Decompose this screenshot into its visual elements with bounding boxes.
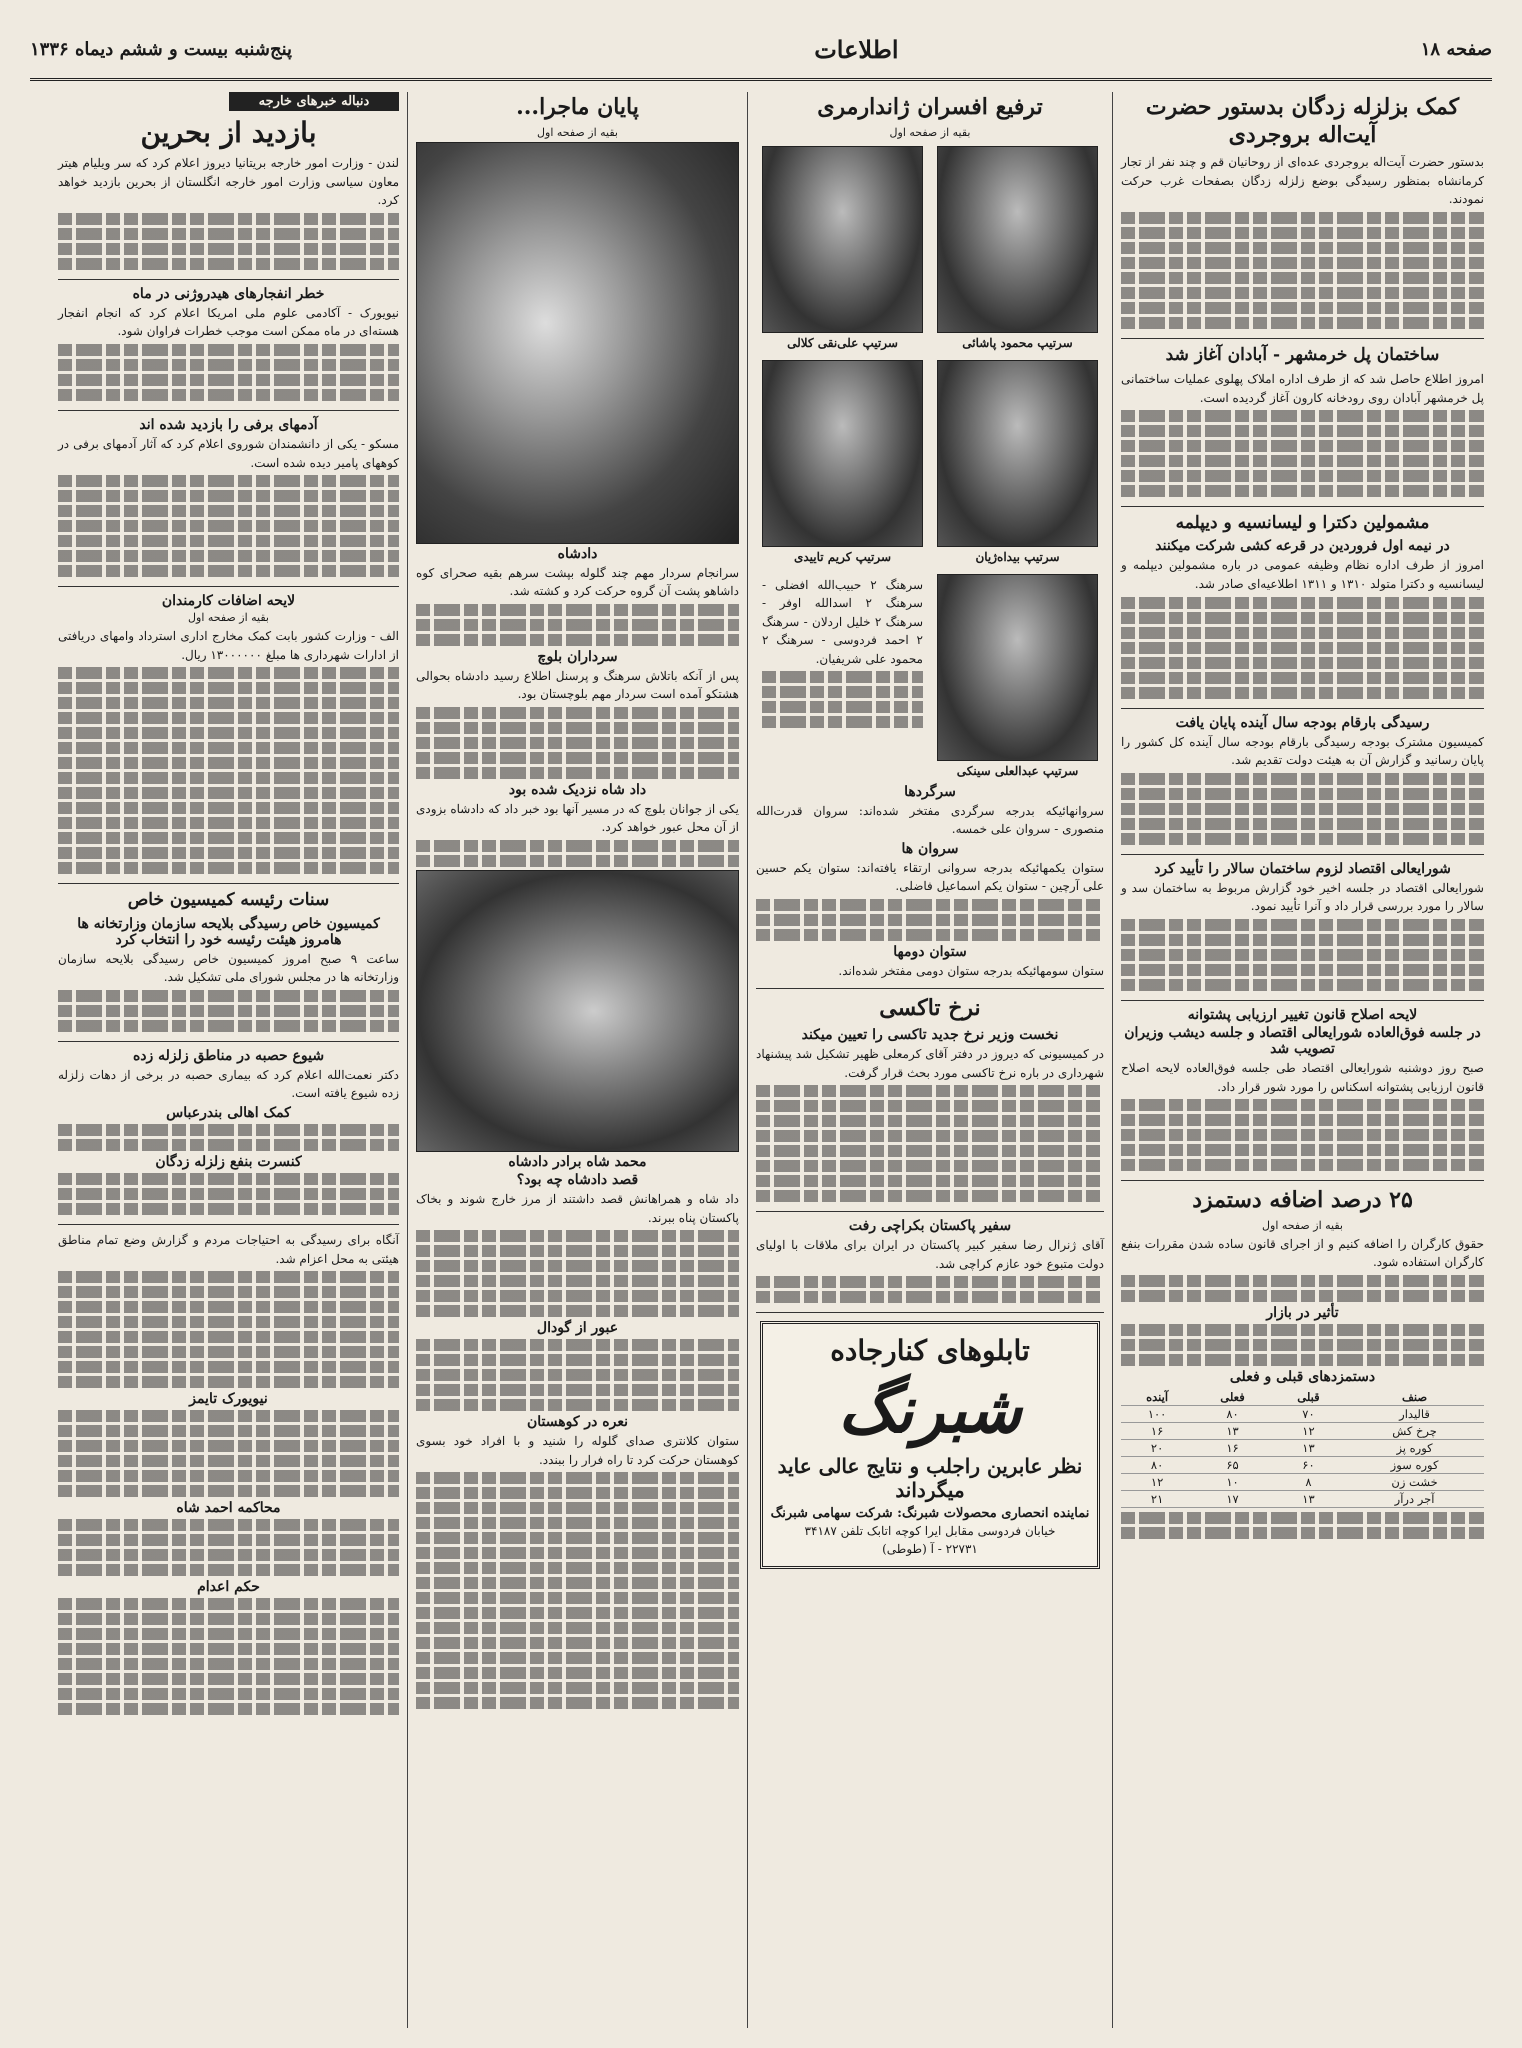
article-more bbox=[58, 1231, 399, 1724]
wage-table bbox=[1121, 1389, 1484, 1508]
headline-diploma: مشمولین دکترا و لیسانسیه و دیپلمه bbox=[1175, 513, 1430, 534]
wage-cell: ۱۶ bbox=[1121, 1422, 1193, 1439]
paper-name: اطلاعات bbox=[814, 34, 899, 64]
column-4 bbox=[50, 92, 407, 2028]
officer-caption-4: سرتیپ کریم تاییدی bbox=[793, 549, 892, 564]
article-bill bbox=[58, 593, 399, 884]
table-row bbox=[1121, 1439, 1484, 1456]
wage-cell: کوره پز bbox=[1345, 1439, 1484, 1456]
ad-line-1: تابلوهای کنارجاده bbox=[830, 1334, 1030, 1368]
headline-tax-law: لایحه اصلاح قانون تغییر ارزیابی پشتوانه bbox=[1187, 1007, 1418, 1024]
ad-line-3: نظر عابرین راجلب و نتایج عالی عاید میگرداند bbox=[777, 1454, 1083, 1503]
column-1 bbox=[1112, 92, 1492, 2028]
photo-dadshah bbox=[416, 142, 739, 544]
officer-caption-2: سرتیپ علی‌نقی کلالی bbox=[787, 335, 898, 350]
ad-code: ۲۲۷۳۱ - آ (طوطی) bbox=[882, 1542, 978, 1557]
body-taxi: در کمیسیونی که دیروز در دفتر آقای کرمعلی ظهیر تشکیل شد پیشنهاد شهرداری در باره نرخ تاکسی مورد بحث قرار گرفت. bbox=[756, 1046, 1104, 1080]
officer-photos bbox=[756, 142, 1104, 782]
advertisement-shabrang bbox=[760, 1321, 1100, 1569]
subhead-trial: محاکمه احمد شاه bbox=[176, 1500, 281, 1517]
wage-cell: ۸۰ bbox=[1121, 1456, 1193, 1473]
officer-caption-3: سرتیپ بیداه‌ژیان bbox=[975, 549, 1060, 564]
headline-ending: پایان ماجرا... bbox=[516, 94, 639, 120]
body-ending-1: سرانجام سردار مهم چند گلوله بپشت سرهم بقیه صحرای کوه داشاهو پشت آن گروه حرکت کرد و کشته شد. bbox=[416, 565, 739, 599]
headline-senate: سنات رئیسه کمیسیون خاص bbox=[127, 890, 330, 911]
wage-cell: ۱۲ bbox=[1272, 1422, 1345, 1439]
wage-cell: قالیدار bbox=[1345, 1405, 1484, 1422]
body-council: شورایعالی اقتصاد در جلسه اخیر خود گزارش مربوط به ساختمان سد و سالار را مورد بررسی قرار داد و آنرا تأیید نمود. bbox=[1121, 880, 1484, 914]
table-row bbox=[1121, 1456, 1484, 1473]
wage-cell: ۲۱ bbox=[1121, 1490, 1193, 1507]
subhead-majors: سرگردها bbox=[904, 783, 956, 800]
body-raise: حقوق کارگران را اضافه کنیم و از اجرای قانون ساده شدن مقررات بنفع کارگران استفاده شود. bbox=[1121, 1236, 1484, 1270]
masthead bbox=[30, 20, 1492, 81]
subhead-approach: داد شاه نزدیک شده بود bbox=[508, 781, 647, 798]
body-budget: کمیسیون مشترک بودجه رسیدگی بارقام بودجه سال آینده کل کشور را پایان رسانید و گزارش آن به هیئت دولت تقدیم شد. bbox=[1121, 734, 1484, 768]
wage-cell: ۸۰ bbox=[1193, 1405, 1272, 1422]
headline-abadan-bridge: ساختمان پل خرمشهر - آبادان آغاز شد bbox=[1165, 344, 1440, 365]
wage-cell: ۱۰۰ bbox=[1121, 1405, 1193, 1422]
subhead-execution: حکم اعدام bbox=[197, 1579, 260, 1596]
article-pakistan bbox=[756, 1218, 1104, 1313]
body-promotion-2: سروانهائیکه بدرجه سرگردی مفتخر شده‌اند: سروان قدرت‌الله منصوری - سروان علی خمسه. bbox=[756, 803, 1104, 837]
headline-quake-aid: کمک بزلزله زدگان بدستور حضرت آیت‌اله بروجردی bbox=[1145, 94, 1460, 148]
article-promotion bbox=[756, 94, 1104, 989]
article-ending bbox=[416, 94, 739, 1718]
subhead-lieutenants: ستوان دومها bbox=[893, 943, 967, 960]
headline-snowmen: آدمهای برفی را بازدید شده اند bbox=[139, 416, 318, 433]
body-tax-law: صبح روز دوشنبه شورایعالی اقتصاد طی جلسه فوق‌العاده لایحه اصلاح قانون ارزیابی پشتوانه اسکناس را مورد شور قرار داد. bbox=[1121, 1061, 1484, 1094]
officer-photo-5 bbox=[937, 574, 1098, 778]
body-promotion-1: سرهنگ ۲ حبیب‌الله افضلی - سرهنگ ۲ اسدالله اوفر - سرهنگ ۲ خلیل اردلان - سرهنگ ۲ احمد فردوسی - سرهنگ ۲ محمود علی شریفیان. bbox=[762, 577, 923, 666]
continued-promotion: بقیه از صفحه اول bbox=[889, 125, 971, 139]
officer-caption-5: سرتیپ عبدالعلی سینکی bbox=[956, 763, 1079, 778]
body-bahrain: لندن - وزارت امور خارجه بریتانیا دیروز اعلام کرد که سر ویلیام هیتر معاون سیاسی وزارت امور خارجه انگلستان از بحرین بازدید خواهد کرد. bbox=[58, 156, 399, 208]
officer-photo-2 bbox=[762, 146, 923, 350]
subhead-senate: کمیسیون خاص رسیدگی بلایحه سازمان وزارتخانه ها هامروز هیئت رئیسه خود را انتخاب کرد bbox=[77, 915, 380, 948]
wage-cell: ۲۰ bbox=[1121, 1439, 1193, 1456]
wage-cell: آجر درآر bbox=[1345, 1490, 1484, 1507]
headline-bill: لایحه اضافات کارمندان bbox=[161, 593, 296, 610]
wage-cell: چرخ کش bbox=[1345, 1422, 1484, 1439]
body-quake-areas: دکتر نعمت‌الله اعلام کرد که بیماری حصبه در برخی از دهات زلزله زده شیوع یافته است. bbox=[58, 1067, 399, 1101]
body-promotion-3: ستوان یکمهائیکه بدرجه سروانی ارتقاء یافته‌اند: ستوان یکم حسین علی آرچین - ستوان یکم اسماعیل فاضلی. bbox=[756, 860, 1104, 894]
continued-ending: بقیه از صفحه اول bbox=[537, 125, 618, 139]
wage-cell: ۶۵ bbox=[1193, 1456, 1272, 1473]
body-diploma: امروز از طرف اداره نظام وظیفه عمومی در باره مشمولین دیپلمه و لیسانسیه و دکترا متولد ۱۳۱۰ و ۱۳۱۱ اطلاعیه‌ای صادر شد. bbox=[1121, 558, 1484, 592]
wage-cell: ۱۶ bbox=[1193, 1439, 1272, 1456]
ad-address: خیابان فردوسی مقابل ایرا کوچه اتابک تلفن ۳۴۱۸۷ bbox=[804, 1524, 1056, 1539]
article-quake-aid bbox=[1121, 94, 1484, 339]
wage-header-2: فعلی bbox=[1193, 1389, 1272, 1406]
subhead-pit: عبور از گودال bbox=[536, 1320, 619, 1337]
wage-cell: ۱۷ bbox=[1193, 1490, 1272, 1507]
subhead-ny-times: نیویورک تایمز bbox=[189, 1391, 268, 1408]
body-ending-5: ستوان کلانتری صدای گلوله را شنید و با افراد خود بسوی کوهستان حرکت کرد تا راه فرار را ببندد. bbox=[416, 1434, 739, 1467]
table-row bbox=[1121, 1405, 1484, 1422]
table-row bbox=[1121, 1473, 1484, 1490]
headline-taxi: نرخ تاکسی bbox=[879, 995, 981, 1022]
wage-cell: ۶۰ bbox=[1272, 1456, 1345, 1473]
wage-cell: خشت زن bbox=[1345, 1473, 1484, 1490]
article-senate bbox=[58, 890, 399, 1041]
headline-raise: ۲۵ درصد اضافه دستمزد bbox=[1192, 1187, 1413, 1214]
wage-cell: ۱۳ bbox=[1272, 1439, 1345, 1456]
wage-header-0: صنف bbox=[1345, 1389, 1484, 1406]
continued-bill: بقیه از صفحه اول bbox=[188, 611, 269, 625]
wage-cell: ۸ bbox=[1272, 1473, 1345, 1490]
body-bill: الف - وزارت کشور بابت کمک مخارج اداری استرداد وامهای دریافتی از ادارات شهرداری ها مبلغ ۱۳۰۰۰۰۰۰ ریال. bbox=[58, 629, 399, 662]
promotion-text-block bbox=[762, 574, 923, 778]
article-bahrain bbox=[58, 115, 399, 280]
headline-pakistan: سفیر پاکستان بکراچی رفت bbox=[848, 1218, 1012, 1235]
wage-header-1: قبلی bbox=[1272, 1389, 1345, 1406]
subhead-wages: دستمزدهای قبلی و فعلی bbox=[1229, 1368, 1376, 1385]
body-ending-2: پس از آنکه باتلاش سرهنگ و پرسنل اطلاع رسید دادشاه بحوالی هشتکو آمده است سردار مهم بلوچستان بود. bbox=[416, 668, 739, 702]
article-nuclear bbox=[58, 286, 399, 411]
wage-cell: ۱۰ bbox=[1193, 1473, 1272, 1490]
body-nuclear: نیویورک - آکادمی علوم ملی امریکا اعلام کرد که انجام انفجار هسته‌ای در ماه ممکن است موجب خطرات فراوان شود. bbox=[58, 305, 399, 339]
headline-budget: رسیدگی بارقام بودجه سال آینده پایان یافت bbox=[1175, 714, 1430, 731]
subhead-diploma: در نیمه اول فروردین در قرعه کشی شرکت میکنند bbox=[1155, 538, 1450, 555]
body-abadan-bridge: امروز اطلاع حاصل شد که از طرف اداره املاک پهلوی عملیات ساختمانی پل خرمشهر آبادان روی رودخانه کارون آغاز گردیده است. bbox=[1121, 372, 1484, 405]
subhead-taxi: نخست وزیر نرخ جدید تاکسی را تعیین میکند bbox=[801, 1026, 1059, 1043]
body-senate: ساعت ۹ صبح امروز کمیسیون خاص رسیدگی بلایحه سازمان وزارتخانه ها در مجلس شورای ملی تشکیل شد. bbox=[58, 951, 399, 985]
wage-cell: کوره سوز bbox=[1345, 1456, 1484, 1473]
body-ending-4: داد شاه و همراهانش قصد داشتند از مرز خارج شوند و بخاک پاکستان پناه ببرند. bbox=[416, 1192, 739, 1225]
wage-cell: ۱۲ bbox=[1121, 1473, 1193, 1490]
officer-caption-1: سرتیپ محمود پاشائی bbox=[962, 335, 1073, 350]
foreign-news-label: دنباله خبرهای خارجه bbox=[229, 92, 399, 111]
subhead-baluch-chiefs: سرداران بلوچ bbox=[537, 648, 618, 665]
headline-council: شورایعالی اقتصاد لزوم ساختمان سالار را تأیید کرد bbox=[1154, 860, 1451, 877]
body-more: آنگاه برای رسیدگی به احتیاجات مردم و گزارش وضع تمام مناطق هیئتی به محل اعزام شد. bbox=[58, 1232, 399, 1266]
column-2 bbox=[747, 92, 1112, 2028]
subhead-tax-law: در جلسه فوق‌العاده شورایعالی اقتصاد و جلسه دیشب وزیران تصویب شد bbox=[1124, 1025, 1481, 1058]
continued-raise: بقیه از صفحه اول bbox=[1262, 1218, 1343, 1232]
subhead-bandar-abbas: کمک اهالی بندرعباس bbox=[166, 1104, 291, 1121]
columns bbox=[30, 92, 1492, 2028]
article-taxi bbox=[756, 995, 1104, 1212]
headline-nuclear: خطر انفجارهای هیدروژنی در ماه bbox=[132, 285, 325, 302]
body-pakistan: آقای ژنرال رضا سفیر کبیر پاکستان در ایران برای ملاقات با اولیای دولت متبوع خود عازم کراچی شد. bbox=[756, 1238, 1104, 1271]
headline-bahrain: بازدید از بحرین bbox=[140, 116, 317, 149]
ad-line-4: نماینده انحصاری محصولات شبرنگ: شرکت سهامی شبرنگ bbox=[770, 1506, 1090, 1522]
subhead-captains: سروان ها bbox=[901, 840, 959, 857]
article-quake-areas bbox=[58, 1048, 399, 1225]
headline-promotion: ترفیع افسران ژاندارمری bbox=[817, 94, 1043, 120]
officer-photo-4 bbox=[762, 360, 923, 564]
article-abadan-bridge bbox=[1121, 345, 1484, 507]
article-tax-law bbox=[1121, 1007, 1484, 1181]
issue-date: پنج‌شنبه بیست و ششم دیماه ۱۳۳۶ bbox=[30, 38, 293, 60]
subhead-market: تأثیر در بازار bbox=[1266, 1304, 1339, 1321]
subhead-concert: کنسرت بنفع زلزله زدگان bbox=[155, 1153, 302, 1170]
article-budget bbox=[1121, 715, 1484, 855]
body-snowmen: مسکو - یکی از دانشمندان شوروی اعلام کرد که آثار آدمهای برفی در کوههای پامیر دیده شده است. bbox=[58, 436, 399, 470]
article-snowmen bbox=[58, 417, 399, 587]
wage-cell: ۱۳ bbox=[1272, 1490, 1345, 1507]
wage-cell: ۷۰ bbox=[1272, 1405, 1345, 1422]
body-promotion-4: ستوان سومهائیکه بدرجه ستوان دومی مفتخر شده‌اند. bbox=[838, 963, 1104, 978]
article-diploma bbox=[1121, 513, 1484, 708]
article-raise bbox=[1121, 1187, 1484, 1548]
body-quake-aid: بدستور حضرت آیت‌اله بروجردی عده‌ای از روحانیان قم و چند نفر از تجار کرمانشاه بمنظور رسیدگی بوضع زلزله زدگان بصفحات غرب حرکت نمودند. bbox=[1121, 155, 1484, 207]
caption-mohammad-shah: محمد شاه برادر دادشاه bbox=[508, 1154, 647, 1171]
table-row bbox=[1121, 1490, 1484, 1507]
caption-dadshah: دادشاه bbox=[557, 545, 598, 562]
subhead-intent: قصد دادشاه چه بود؟ bbox=[516, 1172, 639, 1189]
wage-header-3: آینده bbox=[1121, 1389, 1193, 1406]
article-council bbox=[1121, 861, 1484, 1001]
officer-photo-1 bbox=[937, 146, 1098, 350]
photo-mohammad-shah bbox=[416, 870, 739, 1152]
officer-photo-3 bbox=[937, 360, 1098, 564]
column-3 bbox=[407, 92, 747, 2028]
headline-quake-areas: شیوع حصبه در مناطق زلزله زده bbox=[132, 1047, 325, 1064]
table-row bbox=[1121, 1422, 1484, 1439]
wage-cell: ۱۳ bbox=[1193, 1422, 1272, 1439]
subhead-roar: نعره در کوهستان bbox=[527, 1414, 628, 1431]
page-number: صفحه ۱۸ bbox=[1420, 38, 1492, 60]
body-ending-3: یکی از جوانان بلوچ که در مسیر آنها بود خبر داد که دادشاه بزودی از آن محل عبور خواهد کرد. bbox=[416, 801, 739, 835]
ad-brand: شبرنگ bbox=[838, 1373, 1022, 1449]
